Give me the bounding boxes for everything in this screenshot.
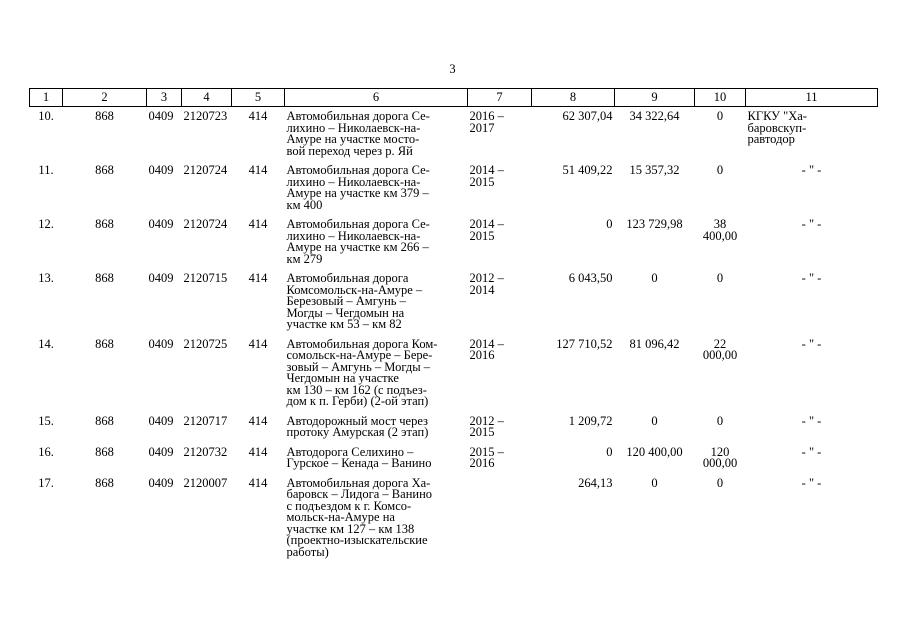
code-ministry: 868 bbox=[95, 163, 114, 177]
row-number: 16. bbox=[38, 444, 54, 459]
row-number: 10. bbox=[38, 109, 54, 123]
table-row bbox=[30, 161, 878, 215]
code-type: 414 bbox=[248, 217, 268, 231]
code-section: 0409 bbox=[148, 475, 174, 490]
col-header-6: 6 bbox=[285, 89, 468, 107]
col-header-3: 3 bbox=[147, 89, 182, 107]
table-row bbox=[30, 474, 878, 563]
data-table bbox=[29, 88, 878, 562]
amount-year-1: 34 322,64 bbox=[629, 109, 680, 123]
code-ministry: 868 bbox=[95, 271, 114, 285]
code-type: 414 bbox=[248, 475, 268, 490]
customer: - " - bbox=[801, 336, 822, 351]
amount-total: 1 209,72 bbox=[568, 413, 613, 428]
period: 2012 – 2014 bbox=[469, 271, 504, 297]
amount-total: 0 bbox=[606, 444, 613, 459]
amount-year-2: 120 000,00 bbox=[702, 444, 738, 470]
page-number: 3 bbox=[449, 62, 456, 76]
amount-total: 62 307,04 bbox=[562, 109, 613, 123]
row-number: 13. bbox=[38, 271, 54, 285]
customer: - " - bbox=[801, 163, 822, 177]
period: 2014 – 2015 bbox=[469, 163, 504, 189]
customer: - " - bbox=[801, 217, 822, 231]
col-header-7: 7 bbox=[468, 89, 532, 107]
object-name: Автодорожный мост через протоку Амурская (2 этап) bbox=[286, 413, 429, 439]
code-ministry: 868 bbox=[95, 336, 114, 351]
amount-year-2: 38 400,00 bbox=[702, 217, 738, 243]
row-number: 11. bbox=[38, 163, 54, 177]
code-target: 2120723 bbox=[183, 109, 228, 123]
amount-year-1: 0 bbox=[651, 413, 658, 428]
table-row bbox=[30, 412, 878, 443]
amount-year-1: 0 bbox=[651, 475, 658, 490]
code-target: 2120724 bbox=[183, 217, 228, 231]
table-row bbox=[30, 269, 878, 335]
object-name: Автомобильная дорога Ха- баровск – Лидога – Ванино с подъездом к г. Комсо- мольск-на-Амуре на участке км 127 – км 138 (проектно-изыскательские работы) bbox=[286, 475, 433, 559]
row-number: 14. bbox=[38, 336, 54, 351]
amount-total: 264,13 bbox=[578, 475, 613, 490]
col-header-8: 8 bbox=[532, 89, 615, 107]
code-target: 2120732 bbox=[183, 444, 228, 459]
code-type: 414 bbox=[248, 271, 268, 285]
amount-year-2: 22 000,00 bbox=[702, 336, 738, 362]
code-target: 2120007 bbox=[183, 475, 228, 490]
code-ministry: 868 bbox=[95, 109, 114, 123]
code-target: 2120717 bbox=[183, 413, 228, 428]
col-header-1: 1 bbox=[30, 89, 63, 107]
code-type: 414 bbox=[248, 336, 268, 351]
code-type: 414 bbox=[248, 444, 268, 459]
code-type: 414 bbox=[248, 163, 268, 177]
amount-year-1: 120 400,00 bbox=[626, 444, 683, 459]
table-row bbox=[30, 335, 878, 412]
table-row bbox=[30, 215, 878, 269]
code-section: 0409 bbox=[148, 217, 174, 231]
amount-year-1: 123 729,98 bbox=[626, 217, 683, 231]
object-name: Автомобильная дорога Се- лихино – Николаевск-на- Амуре на участке км 379 – км 400 bbox=[286, 163, 430, 212]
period: 2014 – 2015 bbox=[469, 217, 504, 243]
period: 2014 – 2016 bbox=[469, 336, 504, 362]
amount-total: 51 409,22 bbox=[562, 163, 613, 177]
customer: - " - bbox=[801, 444, 822, 459]
col-header-10: 10 bbox=[695, 89, 746, 107]
code-target: 2120724 bbox=[183, 163, 228, 177]
code-target: 2120715 bbox=[183, 271, 228, 285]
code-ministry: 868 bbox=[95, 444, 114, 459]
amount-year-1: 81 096,42 bbox=[629, 336, 680, 351]
object-name: Автомобильная дорога Се- лихино – Николаевск-на- Амуре на участке мосто- вой переход через р. Яй bbox=[286, 109, 430, 158]
table-row bbox=[30, 107, 878, 162]
code-ministry: 868 bbox=[95, 475, 114, 490]
customer: - " - bbox=[801, 271, 822, 285]
amount-total: 0 bbox=[606, 217, 613, 231]
object-name: Автомобильная дорога Ком- сомольск-на-Амуре – Бере- зовый – Амгунь – Могды – Чегдомын на участке км 130 – км 162 (с подъез- дом к п. Герби) (2-ой этап) bbox=[286, 336, 438, 408]
amount-year-2: 0 bbox=[716, 109, 724, 123]
code-section: 0409 bbox=[148, 163, 174, 177]
table-row bbox=[30, 443, 878, 474]
object-name: Автомобильная дорога Комсомольск-на-Амуре – Березовый – Амгунь – Могды – Чегдомын на участке км 53 – км 82 bbox=[286, 271, 423, 331]
period: 2015 – 2016 bbox=[469, 444, 504, 470]
code-type: 414 bbox=[248, 109, 268, 123]
amount-total: 127 710,52 bbox=[556, 336, 613, 351]
amount-total: 6 043,50 bbox=[568, 271, 613, 285]
code-type: 414 bbox=[248, 413, 268, 428]
amount-year-2: 0 bbox=[716, 475, 724, 490]
code-section: 0409 bbox=[148, 336, 174, 351]
period bbox=[468, 474, 532, 563]
amount-year-2: 0 bbox=[716, 271, 724, 285]
customer: КГКУ "Ха- баровскуп- равтодор bbox=[747, 109, 807, 146]
header-row bbox=[30, 89, 878, 107]
amount-year-1: 15 357,32 bbox=[629, 163, 680, 177]
col-header-9: 9 bbox=[615, 89, 695, 107]
object-name: Автомобильная дорога Се- лихино – Николаевск-на- Амуре на участке км 266 – км 279 bbox=[286, 217, 430, 266]
customer: - " - bbox=[801, 475, 822, 490]
period: 2016 – 2017 bbox=[469, 109, 504, 135]
row-number: 12. bbox=[38, 217, 54, 231]
row-number: 17. bbox=[38, 475, 54, 490]
period: 2012 – 2015 bbox=[469, 413, 504, 439]
col-header-4: 4 bbox=[182, 89, 232, 107]
code-section: 0409 bbox=[148, 444, 174, 459]
code-ministry: 868 bbox=[95, 217, 114, 231]
row-number: 15. bbox=[38, 413, 54, 428]
code-ministry: 868 bbox=[95, 413, 114, 428]
code-section: 0409 bbox=[148, 271, 174, 285]
col-header-11: 11 bbox=[746, 89, 878, 107]
amount-year-2: 0 bbox=[716, 163, 724, 177]
object-name: Автодорога Селихино – Гурское – Кенада – Ванино bbox=[286, 444, 432, 470]
code-section: 0409 bbox=[148, 109, 174, 123]
amount-year-1: 0 bbox=[651, 271, 658, 285]
amount-year-2: 0 bbox=[716, 413, 724, 428]
col-header-5: 5 bbox=[232, 89, 285, 107]
code-section: 0409 bbox=[148, 413, 174, 428]
col-header-2: 2 bbox=[63, 89, 147, 107]
code-target: 2120725 bbox=[183, 336, 228, 351]
customer: - " - bbox=[801, 413, 822, 428]
